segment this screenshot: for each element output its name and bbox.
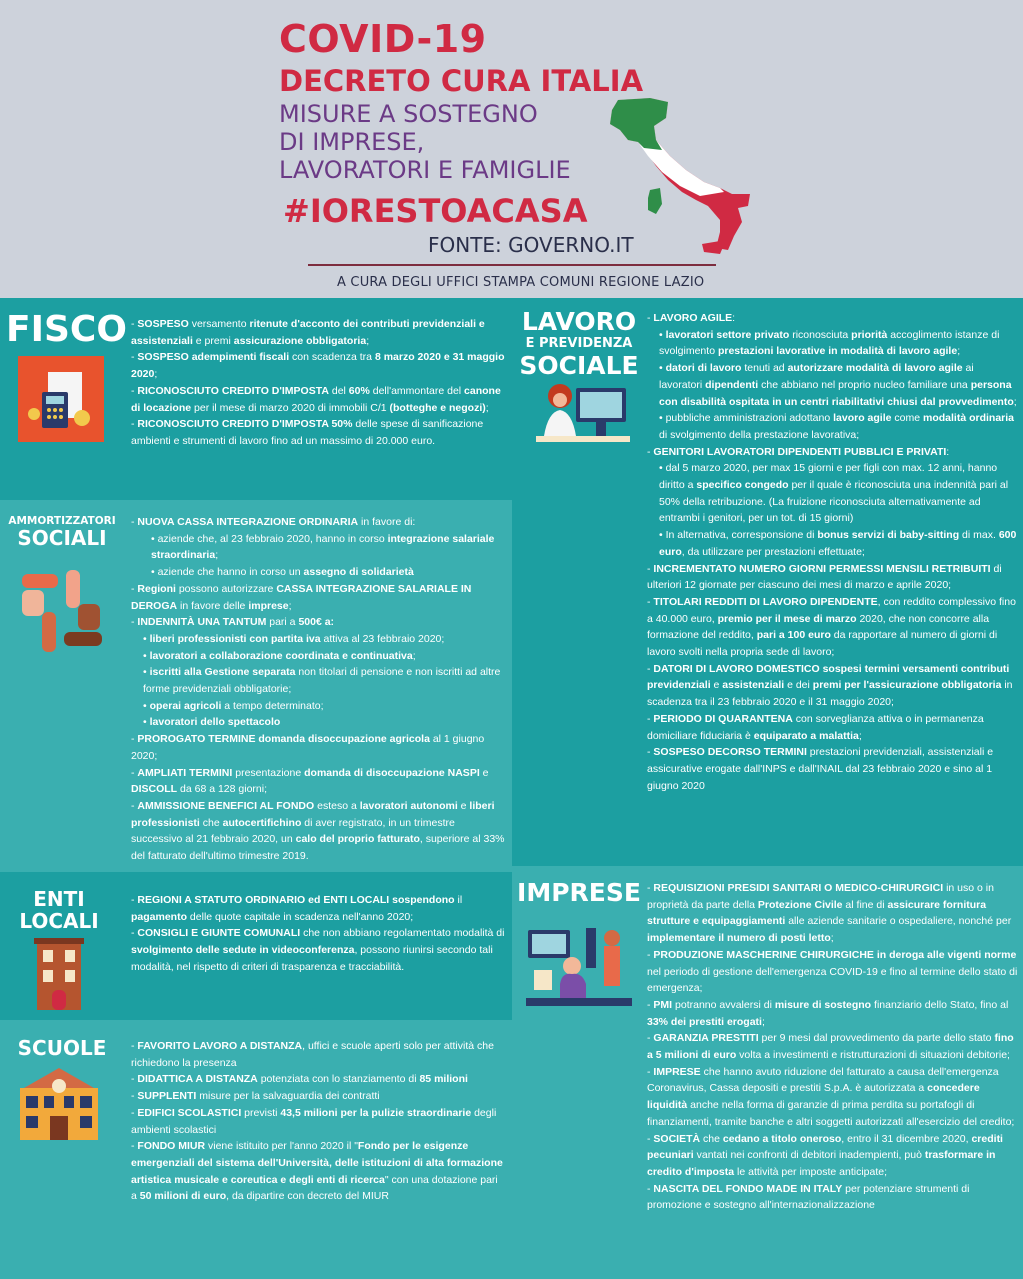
ammortizzatori-item: - AMMISSIONE BENEFICI AL FONDO esteso a lavoratori autonomi e liberi professionisti che autocertifichino di aver registrato, in un trimestre successivo al 21 febbraio 2020, un calo del proprio fatturato, superiore al 33% del fatturato dell'ultimo trimestre 2019. bbox=[131, 799, 505, 863]
enti-item: - CONSIGLI E GIUNTE COMUNALI che non abbiano regolamentato modalità di svolgimento delle sedute in videoconferenza, possono riunirsi secondo tali modalità, nel rispetto di criteri di trasparenza e tracciabilità. bbox=[131, 927, 505, 973]
subtitle-line: MISURE A SOSTEGNO bbox=[279, 100, 538, 128]
lavoro-item: - DATORI DI LAVORO DOMESTICO sospesi termini versamenti contributi previdenziali e assistenziali e dei premi per l'assicurazione obbligatoria in scadenza tra il 23 febbraio 2020 e il 31 maggio 2020; bbox=[647, 662, 1013, 709]
title-decreto: DECRETO CURA ITALIA bbox=[279, 64, 644, 98]
scuole-item: - DIDATTICA A DISTANZA potenziata con lo stanziamento di 85 milioni bbox=[131, 1073, 468, 1086]
lavoro-item: - GENITORI LAVORATORI DIPENDENTI PUBBLICI E PRIVATI: bbox=[647, 445, 950, 458]
credit-line: A CURA DEGLI UFFICI STAMPA COMUNI REGIONE LAZIO bbox=[337, 275, 705, 290]
ammortizzatori-item: - NUOVA CASSA INTEGRAZIONE ORDINARIA in favore di: bbox=[131, 516, 416, 528]
section-enti-locali bbox=[0, 872, 512, 1020]
building-icon bbox=[34, 936, 84, 1012]
lavoro-item: - SOSPESO DECORSO TERMINI prestazioni previdenziali, assistenziali e assicurative erogate dall'INPS e dall'INAIL dal 23 febbraio 2020 e sino al 1 giugno 2020 bbox=[647, 746, 994, 792]
ammortizzatori-item: - Regioni possono autorizzare CASSA INTEGRAZIONE SALARIALE IN DEROGA in favore delle imprese; bbox=[131, 582, 472, 612]
lavoro-title-line: SOCIALE bbox=[519, 351, 639, 380]
enti-item: - REGIONI A STATUTO ORDINARIO ed ENTI LOCALI sospendono il pagamento delle quote capitale in scadenza nell'anno 2020; bbox=[131, 894, 463, 923]
enti-title-line: ENTI bbox=[33, 887, 85, 911]
fisco-item: - RICONOSCIUTO CREDITO D'IMPOSTA 50% delle spese di sanificazione ambienti e strumenti di lavoro fino ad un massimo di 20.000 euro. bbox=[131, 418, 484, 447]
scuole-item: - SUPPLENTI misure per la salvaguardia dei contratti bbox=[131, 1090, 380, 1103]
scuole-item: - EDIFICI SCOLASTICI previsti 43,5 milioni per la pulizie straordinarie degli ambienti scolastici bbox=[131, 1106, 497, 1136]
header bbox=[0, 0, 1023, 298]
lavoro-text bbox=[647, 310, 1019, 794]
imprese-text bbox=[647, 880, 1019, 1214]
imprese-item: - REQUISIZIONI PRESIDI SANITARI O MEDICO-CHIRURGICI in uso o in proprietà da parte della Protezione Civile al fine di assicurare fornitura strutture e equipaggiamenti alle aziende sanitarie o ospedaliere, nonché per implementare il numero di posti letto; bbox=[647, 882, 1012, 945]
lavoro-item: • datori di lavoro tenuti ad autorizzare modalità di lavoro agile ai lavoratori dipendenti che abbiano nel proprio nucleo familiare una persona con disabilità ospitata in un centri riabilitativi chiusi dal provvedimento; bbox=[659, 362, 1017, 408]
hands-icon bbox=[18, 566, 106, 656]
calculator-icon bbox=[18, 356, 104, 442]
lavoro-item: - INCREMENTATO NUMERO GIORNI PERMESSI MENSILI RETRIBUITI di ulteriori 12 giornate per ciascuno dei mesi di marzo e aprile 2020; bbox=[647, 562, 1002, 592]
ammortizzatori-item: • operai agricoli a tempo determinato; bbox=[143, 699, 324, 712]
fisco-text bbox=[131, 316, 505, 450]
scuole-title: SCUOLE bbox=[17, 1036, 107, 1060]
school-icon bbox=[16, 1066, 102, 1142]
imprese-item: - NASCITA DEL FONDO MADE IN ITALY per potenziare strumenti di promozione e sostegno all'internazionalizzazione bbox=[647, 1182, 970, 1212]
fisco-title: FISCO bbox=[6, 309, 127, 350]
ammortizzatori-item: - INDENNITÀ UNA TANTUM pari a 500€ a: bbox=[131, 616, 335, 629]
hashtag: #IORESTOACASA bbox=[283, 192, 588, 230]
office-worker-icon bbox=[536, 382, 630, 450]
ammortizzatori-title-small: AMMORTIZZATORI bbox=[8, 515, 116, 527]
lavoro-item: - TITOLARI REDDITI DI LAVORO DIPENDENTE, con reddito complessivo fino a 40.000 euro, premio per il mese di marzo 2020, che non concorre alla formazione del reddito, pari a 100 euro da rapportare al numero di giorni di lavoro svolti nella propria sede di lavoro; bbox=[647, 595, 1016, 659]
fisco-item: - SOSPESO versamento ritenute d'acconto dei contributi previdenziali e assistenziali e premi assicurazione obbligatoria; bbox=[131, 318, 485, 347]
lavoro-item: • pubbliche amministrazioni adottano lavoro agile come modalità ordinaria di svolgimento della prestazione lavorativa; bbox=[659, 412, 1015, 441]
lavoro-item: • In alternativa, corresponsione di bonus servizi di baby-sitting di max. 600 euro, da utilizzare per prestazioni effettuate; bbox=[659, 529, 1017, 558]
lavoro-title bbox=[516, 308, 642, 380]
ammortizzatori-item: • lavoratori a collaborazione coordinata e continuativa; bbox=[143, 649, 416, 662]
imprese-item: - GARANZIA PRESTITI per 9 mesi dal provvedimento da parte dello stato fino a 5 milioni di euro volta a investimenti e ristrutturazioni di situazioni debitorie; bbox=[647, 1032, 1014, 1062]
enti-text bbox=[131, 892, 505, 976]
imprese-item: - SOCIETÀ che cedano a titolo oneroso, entro il 31 dicembre 2020, crediti pecuniari vantati nei confronti di debitori inadempienti, può trasformare in credito d'imposta le attività per imposte anticipate; bbox=[647, 1132, 1003, 1178]
subtitle-line: DI IMPRESE, bbox=[279, 128, 425, 156]
ammortizzatori-item: - AMPLIATI TERMINI presentazione domanda di disoccupazione NASPI e DISCOLL da 68 a 128 giorni; bbox=[131, 766, 489, 796]
imprese-item: - PRODUZIONE MASCHERINE CHIRURGICHE in deroga alle vigenti norme nel periodo di gestione dell'emergenza COVID-19 e fino al termine dello stato di emergenza; bbox=[647, 948, 1018, 995]
ammortizzatori-item: • lavoratori dello spettacolo bbox=[143, 716, 281, 729]
section-scuole bbox=[0, 1020, 512, 1279]
enti-title-line: LOCALI bbox=[19, 909, 99, 933]
lavoro-item: • dal 5 marzo 2020, per max 15 giorni e per figli con max. 12 anni, hanno diritto a specifico congedo per il quale è riconosciuta una indennità pari al 50% della retribuzione. (La fruizione riconosciuta alternativamente ad entrambi i genitori, per un tot. di 15 giorni) bbox=[659, 462, 1009, 525]
scuole-item: - FONDO MIUR viene istituito per l'anno 2020 il "Fondo per le esigenze emergenziali del sistema dell'Università, delle istituzioni di alta formazione artistica musicale e coreutica e degli enti di ricerca" con una dotazione pari a 50 milioni di euro, da dipartire con decreto del MIUR bbox=[131, 1140, 503, 1203]
source: FONTE: GOVERNO.IT bbox=[428, 233, 634, 257]
scuole-text bbox=[131, 1038, 505, 1205]
lavoro-item: - PERIODO DI QUARANTENA con sorveglianza attiva o in permanenza domiciliare fiduciaria è equiparato a malattia; bbox=[647, 712, 984, 742]
section-ammortizzatori bbox=[0, 500, 512, 872]
section-imprese bbox=[512, 866, 1023, 1279]
ammortizzatori-text bbox=[131, 514, 505, 865]
lavoro-title-line: E PREVIDENZA bbox=[525, 336, 633, 351]
fisco-item: - RICONOSCIUTO CREDITO D'IMPOSTA del 60% dell'ammontare del canone di locazione per il mese di marzo 2020 di immobili C/1 (botteghe e negozi); bbox=[131, 384, 501, 414]
ammortizzatori-item: • aziende che hanno in corso un assegno di solidarietà bbox=[151, 566, 414, 579]
subtitle-line: LAVORATORI E FAMIGLIE bbox=[279, 156, 571, 184]
lavoro-item: - LAVORO AGILE: bbox=[647, 312, 736, 324]
imprese-title: IMPRESE bbox=[517, 878, 641, 907]
imprese-item: - IMPRESE che hanno avuto riduzione del fatturato a causa dell'emergenza Coronavirus, Cassa depositi e prestiti S.p.A. è autorizzata a concedere liquidità anche nella forma di garanzie di prima perdita su portafogli di finanziamenti, tramite banche e altri soggetti autorizzati all'esercizio del credito; bbox=[647, 1065, 1015, 1128]
imprese-item: - PMI potranno avvalersi di misure di sostegno finanziario dello Stato, fino al 33% dei prestiti erogati; bbox=[647, 998, 1009, 1028]
section-fisco bbox=[0, 298, 512, 500]
section-lavoro bbox=[512, 298, 1023, 866]
lavoro-title-line: LAVORO bbox=[521, 307, 637, 336]
ammortizzatori-item: - PROROGATO TERMINE domanda disoccupazione agricola al 1 giugno 2020; bbox=[131, 733, 485, 762]
fisco-item: - SOSPESO adempimenti fiscali con scadenza tra 8 marzo 2020 e 31 maggio 2020; bbox=[131, 351, 505, 381]
ammortizzatori-title: SOCIALI bbox=[17, 526, 107, 550]
ammortizzatori-item: • iscritti alla Gestione separata non titolari di pensione e non iscritti ad altre forme previdenziali obbligatorie; bbox=[143, 666, 501, 696]
title-covid: COVID-19 bbox=[279, 17, 487, 61]
ammortizzatori-item: • aziende che, al 23 febbraio 2020, hanno in corso integrazione salariale straordinaria; bbox=[151, 532, 495, 562]
divider bbox=[308, 264, 716, 266]
factory-worker-icon bbox=[526, 924, 632, 1008]
scuole-item: - FAVORITO LAVORO A DISTANZA, uffici e scuole aperti solo per attività che richiedono la presenza bbox=[131, 1040, 494, 1069]
italy-flag-map-icon bbox=[600, 96, 760, 256]
lavoro-item: • lavoratori settore privato riconosciuta priorità accoglimento istanze di svolgimento prestazioni lavorative in modalità di lavoro agile; bbox=[659, 328, 1000, 358]
ammortizzatori-item: • liberi professionisti con partita iva attiva al 23 febbraio 2020; bbox=[143, 632, 445, 645]
enti-title bbox=[4, 888, 114, 932]
